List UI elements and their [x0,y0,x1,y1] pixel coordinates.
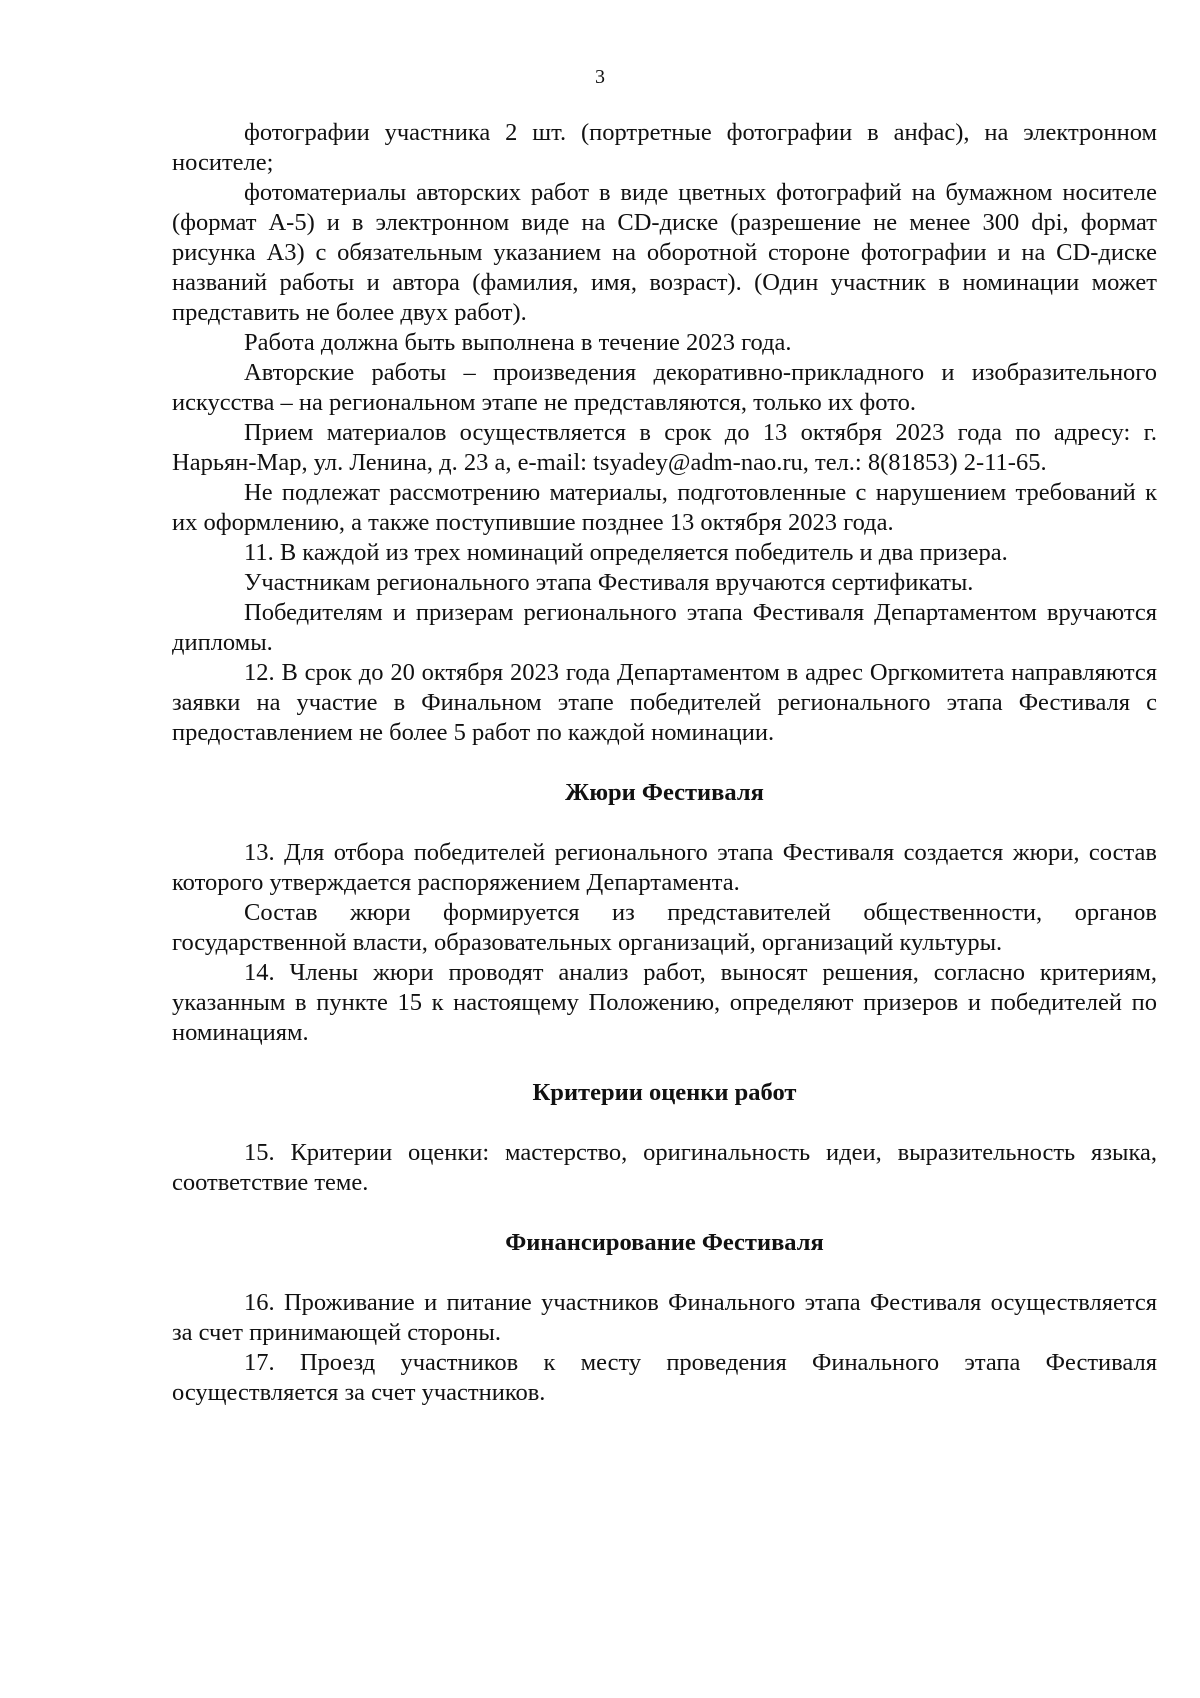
paragraph: 17. Проезд участников к месту проведения Финального этапа Фестиваля осуществляется за счет участников. [172,1349,1157,1406]
paragraph: 14. Члены жюри проводят анализ работ, выносят решения, согласно критериям, указанным в пункте 15 к настоящему Положению, определяют призеров и победителей по номинациям. [172,959,1157,1046]
paragraph: Работа должна быть выполнена в течение 2023 года. [244,329,792,356]
section-heading-funding: Финансирование Фестиваля [505,1229,824,1256]
page-number: 3 [595,66,605,88]
paragraph: 15. Критерии оценки: мастерство, оригинальность идеи, выразительность языка, соответствие теме. [172,1139,1157,1196]
paragraph: 12. В срок до 20 октября 2023 года Департаментом в адрес Оргкомитета направляются заявки на участие в Финальном этапе победителей регионального этапа Фестиваля с предоставлением не более 5 работ по каждой номинации. [172,659,1157,746]
paragraph: Состав жюри формируется из представителей общественности, органов государственной власти, образовательных организаций, организаций культуры. [172,899,1157,956]
document-body [172,118,1157,1408]
paragraph: Не подлежат рассмотрению материалы, подготовленные с нарушением требований к их оформлению, а также поступившие позднее 13 октября 2023 года. [172,479,1157,536]
paragraph: 11. В каждой из трех номинаций определяется победитель и два призера. [244,539,1008,566]
paragraph: Победителям и призерам регионального этапа Фестиваля Департаментом вручаются дипломы. [172,599,1157,656]
paragraph: Авторские работы – произведения декоративно-прикладного и изобразительного искусства – на региональном этапе не представляются, только их фото. [172,359,1157,416]
paragraph: Участникам регионального этапа Фестиваля вручаются сертификаты. [244,569,974,596]
paragraph: 16. Проживание и питание участников Финального этапа Фестиваля осуществляется за счет принимающей стороны. [172,1289,1157,1346]
section-heading-criteria: Критерии оценки работ [532,1079,797,1106]
paragraph: фотографии участника 2 шт. (портретные фотографии в анфас), на электронном носителе; [172,119,1157,176]
paragraph: 13. Для отбора победителей регионального этапа Фестиваля создается жюри, состав которого утверждается распоряжением Департамента. [172,839,1157,896]
paragraph: Прием материалов осуществляется в срок до 13 октября 2023 года по адресу: г. Нарьян-Мар, ул. Ленина, д. 23 а, e-mail: tsyadey@adm-nao.ru, тел.: 8(81853) 2-11-65. [172,419,1157,476]
section-heading-jury: Жюри Фестиваля [565,779,764,806]
paragraph: фотоматериалы авторских работ в виде цветных фотографий на бумажном носителе (формат А-5) и в электронном виде на CD-диске (разрешение не менее 300 dpi, формат рисунка А3) с обязательным указанием на оборотной стороне фотографии и на CD-диске названий работы и автора (фамилия, имя, возраст). (Один участник в номинации может представить не более двух работ). [172,179,1157,326]
